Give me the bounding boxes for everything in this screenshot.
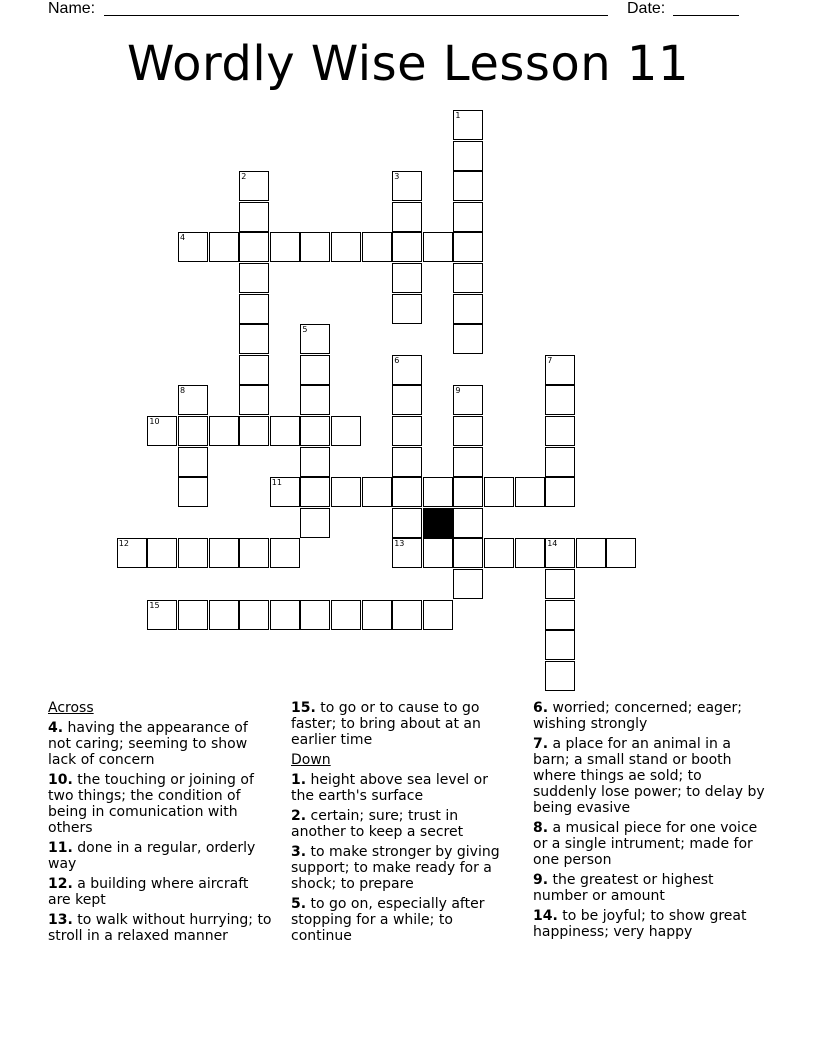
name-label: Name: [48,0,96,17]
grid-cell[interactable] [300,355,330,385]
clue-text: to be joyful; to show great happiness; very happy [533,908,747,940]
grid-cell[interactable] [239,202,269,232]
clue-text: certain; sure; trust in another to keep a secret [291,808,464,840]
grid-cell[interactable] [453,569,483,599]
grid-cell[interactable] [545,355,575,385]
clue-item [48,720,272,768]
clue-item [533,908,768,940]
grid-cell[interactable] [484,477,514,507]
clue-text: to go or to cause to go faster; to bring about at an earlier time [291,700,481,748]
grid-cell[interactable] [453,232,483,262]
grid-cell[interactable] [270,600,300,630]
grid-cell[interactable] [117,538,147,568]
clue-number-label: 9. [533,872,549,888]
clue-item [48,840,272,872]
clue-number-label: 13. [48,912,73,928]
grid-cell[interactable] [178,232,208,262]
grid-cell[interactable] [300,508,330,538]
grid-cell[interactable] [331,232,361,262]
page-title: Wordly Wise Lesson 11 [127,36,689,92]
grid-cell[interactable] [362,600,392,630]
clue-number: 8 [180,386,186,396]
clue-text: done in a regular, orderly way [48,840,256,872]
grid-cell[interactable] [331,477,361,507]
grid-cell[interactable] [392,171,422,201]
clue-number-label: 2. [291,808,307,824]
clue-number-label: 1. [291,772,307,788]
clue-item [533,700,768,732]
grid-cell[interactable] [300,477,330,507]
grid-cell[interactable] [545,630,575,660]
grid-cell[interactable] [545,385,575,415]
grid-cell[interactable] [453,110,483,140]
clue-number-label: 4. [48,720,64,736]
clues-column-1 [48,700,272,948]
grid-cell[interactable] [331,600,361,630]
clue-item [48,772,272,836]
grid-cell[interactable] [300,385,330,415]
grid-cell[interactable] [270,416,300,446]
grid-cell[interactable] [453,294,483,324]
grid-cell[interactable] [545,538,575,568]
grid-cell[interactable] [545,447,575,477]
clue-number: 10 [149,417,160,426]
grid-cell[interactable] [300,416,330,446]
grid-cell[interactable] [209,232,239,262]
grid-cell[interactable] [392,355,422,385]
clue-text: the greatest or highest number or amount [533,872,714,904]
clue-number-label: 12. [48,876,73,892]
clue-number: 14 [547,539,558,549]
grid-cell[interactable] [239,416,269,446]
clue-item [533,820,768,868]
black-cell [423,508,453,538]
grid-cell[interactable] [239,385,269,415]
grid-cell[interactable] [239,538,269,568]
date-label: Date: [627,0,666,17]
grid-cell[interactable] [178,416,208,446]
grid-cell[interactable] [147,538,177,568]
clue-number-label: 14. [533,908,558,924]
clue-number-label: 15. [291,700,316,716]
clue-number: 1 [455,111,461,120]
clue-item [291,808,511,840]
grid-cell[interactable] [545,477,575,507]
grid-cell[interactable] [209,416,239,446]
grid-cell[interactable] [270,232,300,262]
clue-item [48,912,272,944]
clue-number-label: 6. [533,700,549,716]
clue-item [291,772,511,804]
grid-cell[interactable] [453,538,483,568]
grid-cell[interactable] [300,324,330,354]
grid-cell[interactable] [362,477,392,507]
clue-text: to make stronger by giving support; to make ready for a shock; to prepare [291,844,500,892]
grid-cell[interactable] [392,202,422,232]
grid-cell[interactable] [331,416,361,446]
clues-column-2 [291,700,511,948]
grid-cell[interactable] [178,538,208,568]
grid-cell[interactable] [147,600,177,630]
clue-text: to go on, especially after stopping for a while; to continue [291,896,485,944]
grid-cell[interactable] [576,538,606,568]
grid-cell[interactable] [300,600,330,630]
clue-text: worried; concerned; eager; wishing strongly [533,700,743,732]
grid-cell[interactable] [423,538,453,568]
clue-text: height above sea level or the earth's surface [291,772,488,804]
grid-cell[interactable] [392,600,422,630]
grid-cell[interactable] [147,416,177,446]
clue-text: a place for an animal in a barn; a small stand or booth where things ae sold; to suddenly lose power; to delay by being evasive [533,736,765,816]
clue-number-label: 10. [48,772,73,788]
clue-number-label: 5. [291,896,307,912]
grid-cell[interactable] [606,538,636,568]
grid-cell[interactable] [392,447,422,477]
grid-cell[interactable] [515,477,545,507]
grid-cell[interactable] [239,355,269,385]
clue-number-label: 8. [533,820,549,836]
clue-number: 3 [394,172,400,182]
grid-cell[interactable] [392,416,422,446]
grid-cell[interactable] [300,447,330,477]
grid-cell[interactable] [453,416,483,446]
clue-item [533,736,768,816]
grid-cell[interactable] [545,416,575,446]
clue-text: a musical piece for one voice or a single intrument; made for one person [533,820,758,868]
grid-cell[interactable] [423,477,453,507]
grid-cell[interactable] [453,324,483,354]
across-heading: Across [48,700,94,716]
clue-number: 5 [302,325,308,335]
grid-cell[interactable] [239,294,269,324]
clue-number-label: 3. [291,844,307,860]
grid-cell[interactable] [239,232,269,262]
clues-column-3 [533,700,768,944]
clue-item [533,872,768,904]
grid-cell[interactable] [453,447,483,477]
grid-cell[interactable] [178,385,208,415]
grid-cell[interactable] [178,600,208,630]
grid-cell[interactable] [300,232,330,262]
clue-text: the touching or joining of two things; the condition of being in comunication with others [48,772,254,836]
grid-cell[interactable] [392,508,422,538]
grid-cell[interactable] [239,324,269,354]
clue-number: 15 [149,600,160,610]
grid-cell[interactable] [453,171,483,201]
grid-cell[interactable] [423,232,453,262]
grid-cell[interactable] [392,232,422,262]
grid-cell[interactable] [270,477,300,507]
clue-text: to walk without hurrying; to stroll in a relaxed manner [48,912,272,944]
grid-cell[interactable] [178,447,208,477]
grid-cell[interactable] [392,385,422,415]
clue-number-label: 11. [48,840,73,856]
clue-number-label: 7. [533,736,549,752]
grid-cell[interactable] [362,232,392,262]
grid-cell[interactable] [545,661,575,691]
clue-number: 7 [547,355,553,365]
grid-cell[interactable] [392,477,422,507]
grid-cell[interactable] [484,538,514,568]
clue-item [291,896,511,944]
grid-cell[interactable] [453,263,483,293]
grid-cell[interactable] [453,477,483,507]
clue-item [48,876,272,908]
grid-cell[interactable] [239,263,269,293]
grid-cell[interactable] [239,600,269,630]
grid-cell[interactable] [423,600,453,630]
clue-item [291,700,511,748]
clue-number: 4 [180,233,186,243]
grid-cell[interactable] [545,569,575,599]
grid-cell[interactable] [392,294,422,324]
clue-number: 2 [241,172,247,182]
clue-number: 11 [271,478,282,488]
grid-cell[interactable] [209,600,239,630]
clue-number: 13 [394,539,405,549]
grid-cell[interactable] [270,538,300,568]
grid-cell[interactable] [392,538,422,568]
grid-cell[interactable] [453,202,483,232]
clue-number: 9 [455,386,461,396]
clue-number: 6 [394,355,400,365]
grid-cell[interactable] [178,477,208,507]
grid-cell[interactable] [239,171,269,201]
clue-text: a building where aircraft are kept [48,876,249,908]
grid-cell[interactable] [209,538,239,568]
clue-item [291,844,511,892]
grid-cell[interactable] [453,141,483,171]
grid-cell[interactable] [392,263,422,293]
grid-cell[interactable] [453,385,483,415]
down-heading: Down [291,752,331,768]
grid-cell[interactable] [453,508,483,538]
clue-text: having the appearance of not caring; seeming to show lack of concern [48,720,248,768]
grid-cell[interactable] [515,538,545,568]
clue-number: 12 [118,539,129,549]
grid-cell[interactable] [545,600,575,630]
